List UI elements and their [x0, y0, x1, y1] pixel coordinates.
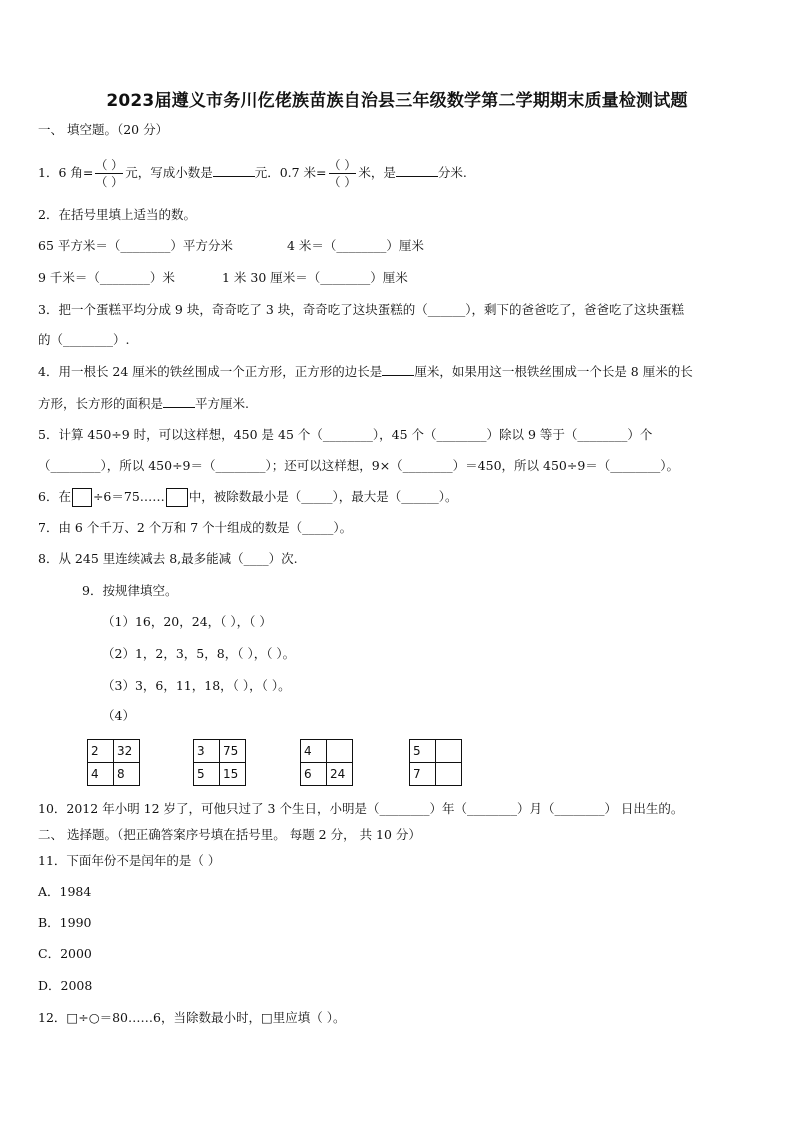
grid2-cell-tl: 3 [194, 740, 220, 763]
q9-grid-1 [87, 739, 140, 786]
q4-text-2b: 平方厘米. [195, 396, 249, 411]
q2-row1a: 65 平方米＝（________）平方分米 [38, 238, 233, 253]
question-10: 10．2012 年小明 12 岁了，可他只过了 3 个生日，小明是（________）年（________）月（________） 日出生的。 [38, 801, 684, 816]
question-4-line1 [38, 363, 693, 381]
section2-header: 二、 选择题。（把正确答案序号填在括号里。 每题 2 分， 共 10 分） [38, 827, 421, 842]
q2-row2b: 1 米 30 厘米＝（________）厘米 [222, 270, 408, 285]
q1-text-a: 元，写成小数是 [125, 165, 213, 180]
question-2-stem: 2．在括号里填上适当的数。 [38, 207, 196, 222]
grid3-cell-br: 24 [327, 763, 353, 786]
q6-box-dividend[interactable] [72, 488, 92, 507]
q11-option-b[interactable]: B．1990 [38, 915, 92, 930]
q9-part-1: （1）16，20，24，（ ），（ ） [102, 614, 272, 629]
question-5-line2: （________），所以 450÷9＝（________）；还可以这样想，9×（________）＝450，所以 450÷9＝（________）。 [38, 458, 680, 473]
page-title: 2023届遵义市务川仡佬族苗族自治县三年级数学第二学期期末质量检测试题 [106, 91, 688, 111]
question-9-stem: 9．按规律填空。 [82, 583, 178, 598]
grid2-cell-tr: 75 [220, 740, 246, 763]
grid1-cell-tr: 32 [114, 740, 140, 763]
q1-text-b: 元．0.7 米= [254, 165, 327, 180]
q1-blank-2[interactable] [396, 164, 438, 177]
section1-header: 一、 填空题。（20 分） [38, 122, 169, 137]
q9-part-2: （2）1，2，3，5，8，（ ），（ ）。 [102, 646, 296, 661]
q1-frac2-top: （ ） [328, 158, 357, 172]
q9-grid-2 [193, 739, 246, 786]
q9-grid-4 [409, 739, 462, 786]
question-3-line1: 3．把一个蛋糕平均分成 9 块，奇奇吃了 3 块，奇奇吃了这块蛋糕的（______），剩下的爸爸吃了，爸爸吃了这块蛋糕 [38, 302, 685, 317]
q4-text-1a: 4．用一根长 24 厘米的铁丝围成一个正方形，正方形的边长是 [38, 364, 383, 379]
grid4-cell-bl: 7 [410, 763, 436, 786]
question-5-line1: 5．计算 450÷9 时，可以这样想，450 是 45 个（________），45 个（________）除以 9 等于（________）个 [38, 427, 653, 442]
question-12: 12．□÷○＝80……6，当除数最小时，□里应填（ ）。 [38, 1010, 346, 1025]
q9-part-4: （4） [102, 708, 135, 723]
grid1-cell-bl: 4 [88, 763, 114, 786]
q2-row2a: 9 千米＝（________）米 [38, 270, 175, 285]
grid2-cell-bl: 5 [194, 763, 220, 786]
q9-grid-3 [300, 739, 353, 786]
grid3-cell-tr[interactable] [327, 740, 353, 763]
question-8: 8．从 245 里连续减去 8,最多能减（____）次. [38, 551, 298, 566]
q6-text-c: 中，被除数最小是（_____），最大是（______）。 [188, 489, 458, 504]
grid3-cell-bl: 6 [301, 763, 327, 786]
q1-num: 1．6 角= [38, 165, 94, 180]
q1-blank-1[interactable] [213, 164, 255, 177]
q1-text-c: 米，是 [358, 165, 396, 180]
q11-option-d[interactable]: D．2008 [38, 978, 93, 993]
grid2-cell-br: 15 [220, 763, 246, 786]
grid4-cell-tr[interactable] [436, 740, 462, 763]
q1-frac1-top: （ ） [95, 158, 124, 172]
grid4-cell-br[interactable] [436, 763, 462, 786]
q1-fraction-1 [95, 158, 123, 189]
q9-part-3: （3）3，6，11，18，（ ），（ ）。 [102, 678, 291, 693]
question-3-line2: 的（________）. [38, 332, 130, 347]
q2-row1b: 4 米＝（________）厘米 [287, 238, 424, 253]
q11-option-c[interactable]: C．2000 [38, 946, 92, 961]
grid3-cell-tl: 4 [301, 740, 327, 763]
question-1 [38, 154, 467, 192]
q11-option-a[interactable]: A．1984 [38, 884, 92, 899]
q1-frac2-bottom: （ ） [328, 175, 357, 189]
q1-fraction-2 [329, 158, 357, 189]
q1-text-d: 分米. [437, 165, 467, 180]
question-11-stem: 11．下面年份不是闰年的是（ ） [38, 853, 221, 868]
q4-blank-2[interactable] [163, 395, 195, 408]
question-7: 7．由 6 个千万、2 个万和 7 个十组成的数是（_____）。 [38, 520, 353, 535]
q6-text-a: 6．在 [38, 489, 71, 504]
q4-text-1b: 厘米，如果用这一根铁丝围成一个长是 8 厘米的长 [414, 364, 693, 379]
q4-text-2a: 方形，长方形的面积是 [38, 396, 164, 411]
grid4-cell-tl: 5 [410, 740, 436, 763]
q6-text-b: ÷6＝75…… [92, 489, 165, 504]
q6-box-remainder[interactable] [166, 488, 188, 507]
q4-blank-1[interactable] [382, 363, 414, 376]
grid1-cell-tl: 2 [88, 740, 114, 763]
grid1-cell-br: 8 [114, 763, 140, 786]
question-6 [38, 488, 458, 507]
q1-frac1-bottom: （ ） [95, 175, 124, 189]
question-4-line2 [38, 395, 249, 413]
